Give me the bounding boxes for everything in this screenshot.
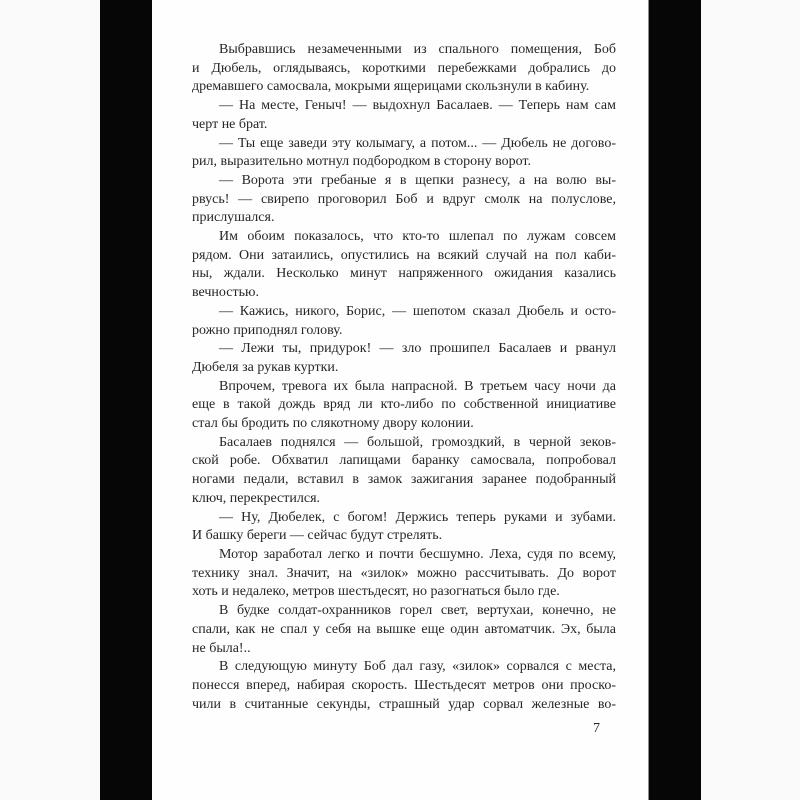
text-line: И башку береги — сейчас будут стрелять. <box>192 528 443 544</box>
page-number: 7 <box>593 721 600 737</box>
text-block <box>192 41 616 739</box>
text-line: дремавшего самосвала, мокрыми ящерицами скользнули в кабину. <box>192 79 590 95</box>
scan-border-right <box>648 0 701 800</box>
text-line: вечностью. <box>192 285 259 301</box>
text-line: черт не брат. <box>192 116 268 132</box>
book-page <box>152 0 648 800</box>
text-line: не была!.. <box>192 640 251 656</box>
text-line: Басалаев поднялся — большой, громоздкий, в черной зеков- <box>219 434 616 450</box>
text-line: хоть и недалеко, метров шестьдесят, но разогнаться было где. <box>192 584 560 600</box>
text-line: — Кажись, никого, Борис, — шепотом сказал Дюбель и осто- <box>219 303 616 319</box>
text-line: рвусь! — свирепо проговорил Боб и вдруг смолк на полуслове, <box>192 191 616 207</box>
text-line: Дюбеля за рукав куртки. <box>192 359 339 375</box>
text-line: и Дюбель, оглядываясь, короткими перебежками добрались до <box>192 60 616 76</box>
text-line: ногами педали, вставил в замок зажигания заранее подобранный <box>192 472 616 488</box>
text-line: ключ, перекрестился. <box>192 490 321 506</box>
text-line: еще в такой дождь вряд ли кто-либо по собственной инициативе <box>192 397 616 413</box>
text-line: — Ворота эти гребаные я в щепки разнесу, а на волю вы- <box>219 172 616 188</box>
text-line: ской робе. Обхватил лапищами баранку самосвала, попробовал <box>192 453 616 469</box>
text-line: Им обоим показалось, что кто-то шлепал по лужам совсем <box>219 229 616 245</box>
text-line: В следующую минуту Боб дал газу, «зилок» сорвался с места, <box>219 659 616 675</box>
text-line: прислушался. <box>192 210 275 226</box>
text-line: — На месте, Геныч! — выдохнул Басалаев. — Теперь нам сам <box>219 98 616 114</box>
text-line: В будке солдат-охранников горел свет, вертухаи, конечно, не <box>219 603 616 619</box>
text-line: — Лежи ты, придурок! — зло прошипел Басалаев и рванул <box>219 341 616 357</box>
text-line: Мотор заработал легко и почти бесшумно. Леха, судя по всему, <box>219 546 616 562</box>
text-line: рядом. Они затаились, опустились на всякий случай на пол каби- <box>192 247 616 263</box>
text-line: Выбравшись незамеченными из спального помещения, Боб <box>219 42 616 57</box>
text-line: чили в считанные секунды, страшный удар сорвал железные во- <box>192 696 616 712</box>
text-line: понесся вперед, набирая скорость. Шестьдесят метров они проско- <box>192 677 616 693</box>
text-line: Впрочем, тревога их была напрасной. В третьем часу ночи да <box>219 378 616 394</box>
text-line: рил, выразительно мотнул подбородком в сторону ворот. <box>192 154 531 170</box>
text-line: спали, как не спал у себя на вышке еще один автоматчик. Эх, была <box>192 621 616 637</box>
text-line: — Ну, Дюбелек, с богом! Держись теперь руками и зубами. <box>219 509 616 525</box>
text-line: ны, ждали. Несколько минут напряженного ожидания казались <box>192 266 616 282</box>
scan-border-left <box>100 0 152 800</box>
text-line: стал бы бродить по слякотному двору колонии. <box>192 416 474 432</box>
text-line: рожно приподнял голову. <box>192 322 343 338</box>
text-line: — Ты еще заведи эту колымагу, а потом... — Дюбель не догово- <box>219 135 616 151</box>
text-line: технику знал. Значит, на «зилок» можно рассчитывать. До ворот <box>192 565 616 581</box>
